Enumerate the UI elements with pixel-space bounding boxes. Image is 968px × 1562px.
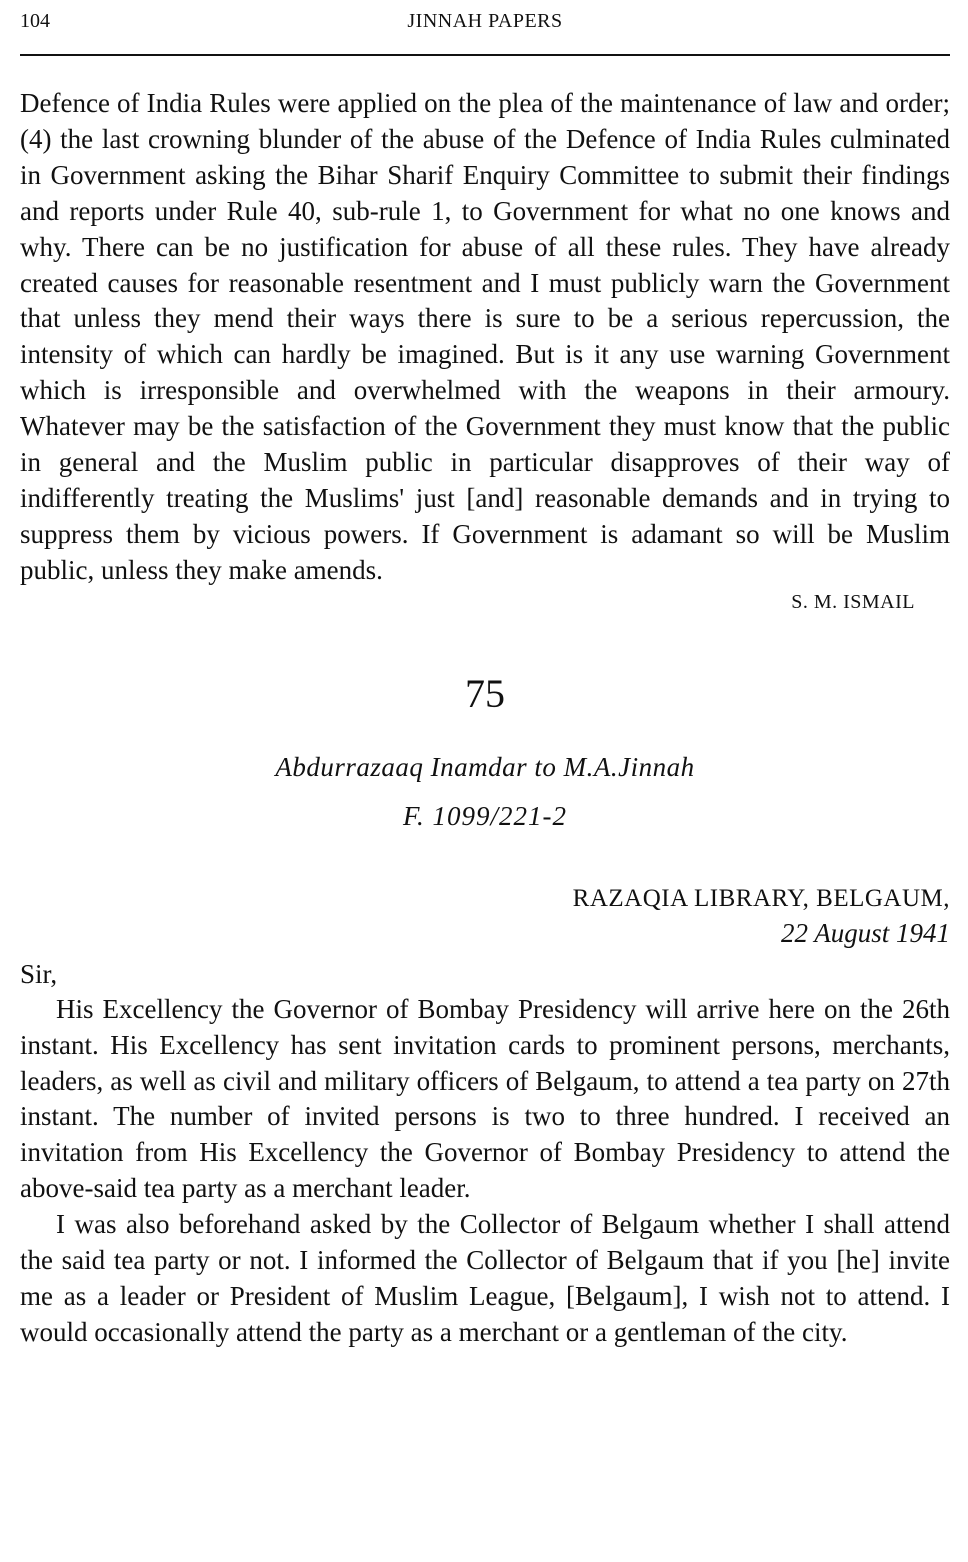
document-title: Abdurrazaaq Inamdar to M.A.Jinnah [275,751,695,782]
letter-paragraph: I was also beforehand asked by the Collector of Belgaum whether I shall attend the said tea party or not. I informed the Collector of Belgaum that if you [he] invite me as a leader or President of Muslim League, [Belgaum], I wish not to attend. I would occasionally attend the party as a merchant or a gentleman of the city. [20,1209,950,1347]
letter-address-block [20,882,950,950]
book-title: JINNAH PAPERS [407,10,563,32]
document-number: 75 [465,670,505,716]
page-number: 104 [20,10,50,32]
sender-address: RAZAQIA LIBRARY, BELGAUM, [572,884,950,912]
salutation: Sir, [20,958,58,989]
letter-paragraph: His Excellency the Governor of Bombay Presidency will arrive here on the 26th instant. His Excellency has sent invitation cards to prominent persons, merchants, leaders, as well as civil and military officers of Belgaum, to attend a tea party on 27th instant. The number of invited persons is two to three hundred. I received an invitation from His Excellency the Governor of Bombay Presidency to attend the above-said tea party as a merchant leader. [20,993,950,1204]
continued-letter-text: Defence of India Rules were applied on the plea of the maintenance of law and order; (4) the last crowning blunder of the abuse of the Defence of India Rules culminated in Government asking the Bihar Sharif Enquiry Committee to submit their findings and reports under Rule 40, sub-rule 1, to Government for what no one knows and why. There can be no justification for abuse of all these rules. They have already created causes for reasonable resentment and I must publicly warn the Government that unless they mend their ways there is sure to be a serious repercussion, the intensity of which can hardly be imagined. But is it any use warning Government which is irresponsible and overwhelmed with the weapons in their armoury. Whatever may be the satisfaction of the Government they must know that the public in general and the Muslim public in particular disapproves of their way of indifferently treating the Muslims' just [and] reasonable demands and in trying to suppress them by vicious powers. If Government is adamant so will be Muslim public, unless they make amends. [20,88,950,585]
signature: S. M. ISMAIL [791,590,915,613]
letter-date: 22 August 1941 [780,917,950,948]
running-header [20,0,950,56]
file-reference: F. 1099/221-2 [402,800,567,831]
book-page [20,0,950,1351]
header-rule [20,54,950,56]
